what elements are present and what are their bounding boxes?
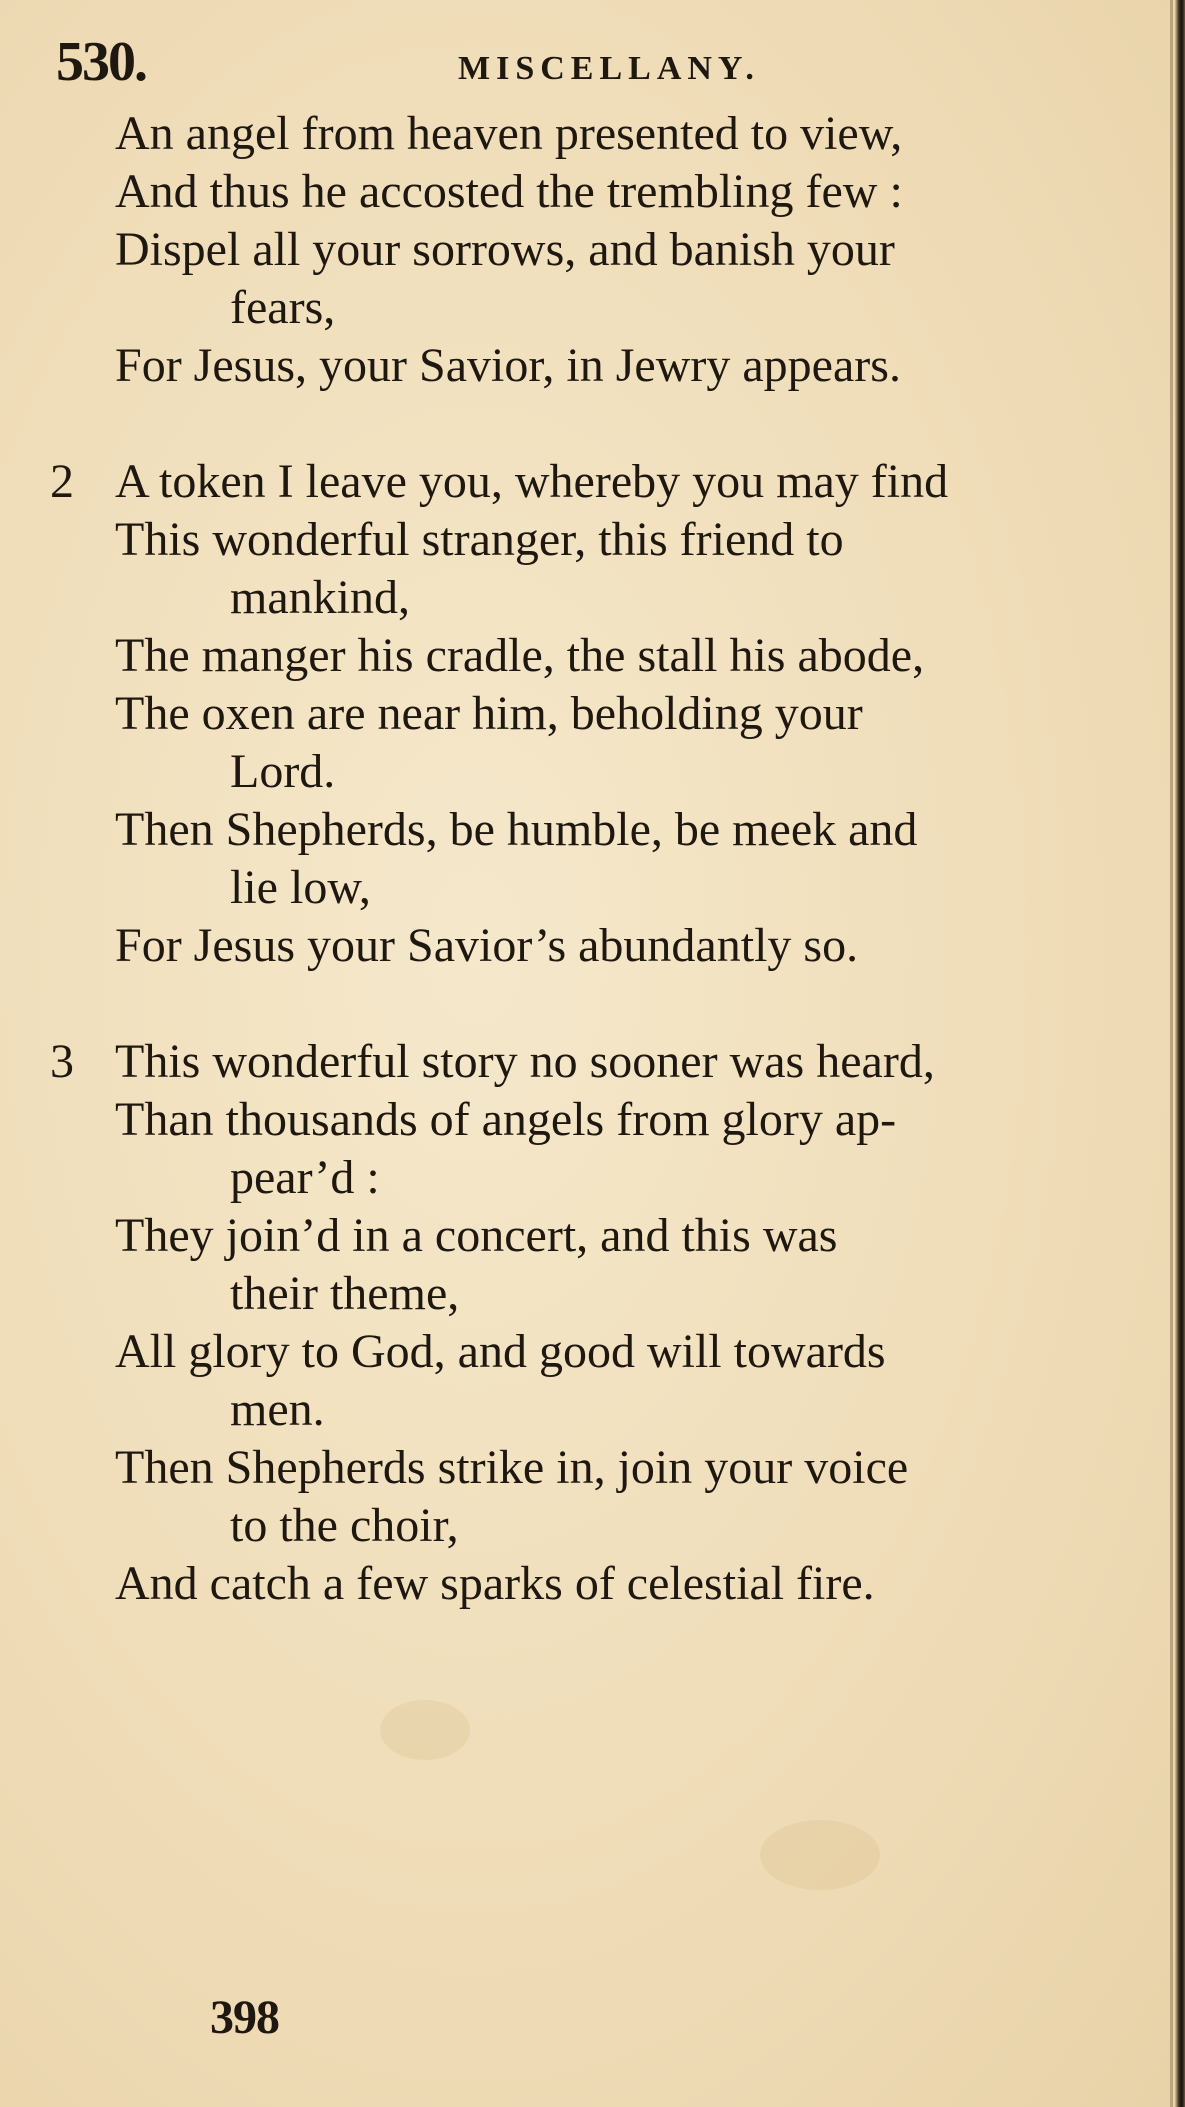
- verse-line: The oxen are near him, beholding your: [115, 687, 863, 740]
- verse-line: Lord.: [230, 745, 336, 798]
- verse-line: They join’d in a concert, and this was: [115, 1209, 838, 1262]
- verse-line: Then Shepherds, be humble, be meek and: [115, 803, 918, 856]
- verse-line: Dispel all your sorrows, and banish your: [115, 223, 895, 276]
- page-number: 398: [210, 1991, 279, 2044]
- page-header: [56, 30, 1156, 100]
- verse-line: And thus he accosted the trembling few :: [115, 165, 903, 218]
- verse-line: A token I leave you, whereby you may find: [115, 455, 949, 508]
- verse-line: For Jesus your Savior’s abundantly so.: [115, 919, 859, 972]
- verse-line: This wonderful stranger, this friend to: [115, 513, 844, 566]
- paper-stain: [380, 1700, 470, 1760]
- paper-stain: [760, 1820, 880, 1890]
- verse-line: The manger his cradle, the stall his abode,: [115, 629, 925, 682]
- stanza-number: 3: [50, 1035, 74, 1088]
- verse-line: All glory to God, and good will towards: [115, 1325, 886, 1378]
- stanza: [0, 1033, 1175, 1613]
- verse-line: men.: [230, 1383, 325, 1436]
- verse-line: lie low,: [230, 861, 371, 914]
- page-edge: [1175, 0, 1185, 2107]
- verse-line: fears,: [230, 281, 336, 334]
- verse-line: For Jesus, your Savior, in Jewry appears.: [115, 339, 901, 392]
- verse-line: Than thousands of angels from glory ap-: [115, 1093, 897, 1146]
- verse-line: to the choir,: [230, 1499, 459, 1552]
- hymn-number: 530.: [56, 31, 146, 93]
- stanza: [0, 453, 1175, 975]
- verse-line: their theme,: [230, 1267, 460, 1320]
- verse-line: mankind,: [230, 571, 410, 624]
- stanza: [0, 105, 1175, 395]
- hymn-text: [0, 105, 1175, 1671]
- verse-line: pear’d :: [230, 1151, 380, 1204]
- stanza-number: 2: [50, 455, 74, 508]
- verse-line: An angel from heaven presented to view,: [115, 107, 903, 160]
- verse-line: This wonderful story no sooner was heard,: [115, 1035, 935, 1088]
- running-head: MISCELLANY.: [458, 50, 760, 87]
- verse-line: And catch a few sparks of celestial fire.: [115, 1557, 875, 1610]
- verse-line: Then Shepherds strike in, join your voice: [115, 1441, 909, 1494]
